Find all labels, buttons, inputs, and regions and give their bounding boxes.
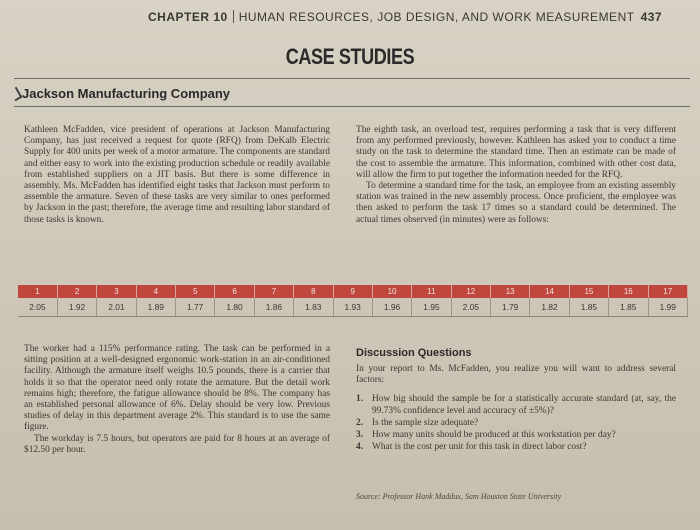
observed-time-cell: 2.05: [451, 298, 490, 317]
cycle-number-cell: 15: [569, 285, 608, 298]
cycle-number-cell: 10: [372, 285, 411, 298]
checkmark-icon: [10, 87, 23, 101]
question-number: 2.: [356, 417, 364, 428]
cycle-number-cell: 13: [491, 285, 530, 298]
question-item: [356, 442, 676, 453]
discussion-section: [356, 346, 676, 454]
cycle-number-cell: 8: [294, 285, 333, 298]
case-column-right: [356, 125, 676, 226]
observed-time-cell: 1.93: [333, 298, 372, 317]
chapter-label: CHAPTER 10: [148, 10, 228, 24]
discussion-title: Discussion Questions: [356, 347, 472, 359]
discussion-lead: In your report to Ms. McFadden, you realize you will want to address several factors:: [356, 364, 676, 386]
question-item: [356, 430, 676, 441]
observed-time-cell: 2.01: [97, 298, 136, 317]
cycle-number-cell: 5: [176, 285, 215, 298]
header-divider: [233, 10, 234, 23]
observed-time-cell: 1.86: [254, 298, 293, 317]
question-text: Is the sample size adequate?: [372, 417, 479, 428]
question-item: [356, 418, 676, 429]
cycle-number-cell: 12: [451, 285, 490, 298]
title-rule: [14, 78, 690, 79]
observed-time-cell: 1.77: [176, 298, 215, 317]
question-number: 3.: [356, 430, 364, 441]
case-paragraph: The workday is 7.5 hours, but operators are paid for 8 hours at an average of $12.50 per hour.: [24, 433, 330, 455]
question-text: How big should the sample be for a statistically accurate standard (at, say, the 99.73% confidence level and accuracy of ±5%)?: [372, 394, 676, 416]
cycle-number-cell: 6: [215, 285, 254, 298]
question-list: [356, 394, 676, 453]
case-paragraph: To determine a standard time for the task, an employee from an existing assembly station was trained in the new assembly process. Once proficient, the employee was then asked to perform the task 17 times so a standard could be determined. The actual times observed (in minutes) were as follows:: [356, 181, 676, 225]
heading-rule: [14, 106, 690, 107]
cycle-header-row: [18, 285, 688, 298]
time-values-row: [18, 298, 688, 317]
question-number: 4.: [356, 442, 364, 453]
question-number: 1.: [356, 394, 364, 405]
question-text: What is the cost per unit for this task in direct labor cost?: [372, 442, 587, 453]
case-column-left-lower: [24, 344, 330, 456]
chapter-subject: HUMAN RESOURCES, JOB DESIGN, AND WORK MEASUREMENT: [238, 10, 635, 24]
cycle-number-cell: 16: [609, 285, 648, 298]
cycle-number-cell: 17: [648, 285, 688, 298]
observed-time-cell: 1.79: [491, 298, 530, 317]
cycle-number-cell: 3: [97, 285, 136, 298]
observation-table: [18, 285, 688, 317]
cycle-number-cell: 14: [530, 285, 569, 298]
question-item: [356, 394, 676, 416]
observed-time-cell: 1.95: [412, 298, 451, 317]
source-credit: Source: Professor Hank Maddux, Sam Houston State University: [356, 492, 562, 501]
running-header: [148, 10, 688, 30]
question-text: How many units should be produced at this workstation per day?: [372, 430, 616, 441]
cycle-number-cell: 9: [333, 285, 372, 298]
observed-time-cell: 1.96: [372, 298, 411, 317]
observed-time-cell: 1.82: [530, 298, 569, 317]
observed-time-cell: 1.85: [609, 298, 648, 317]
section-title: CASE STUDIES: [285, 44, 415, 69]
cycle-number-cell: 11: [412, 285, 451, 298]
cycle-number-cell: 4: [136, 285, 175, 298]
case-paragraph: The eighth task, an overload test, requires performing a task that is very different from any performed previously, however. Kathleen has asked you to conduct a time study on the task to determine the standard time. Then an estimate can be made of the cost to assemble the armature. This information, combined with other cost data, will allow the firm to put together the information needed for the RFQ.: [356, 125, 676, 180]
case-column-left: [24, 125, 330, 226]
case-paragraph: The worker had a 115% performance rating. The task can be performed in a sitting position at a well-designed ergonomic work-station in an air-conditioned facility. Although the armature itself weighs 10.5 pounds, there is a carrier that holds it so that the operator need only rotate the armature. But the detail work remains high; therefore, the fatigue allowance should be 8%. The company has an established personal allowance of 6%. Delay should be very low. Previous studies of delay in this department average 2%. This standard is to use the same figure.: [24, 344, 330, 433]
observed-time-cell: 2.05: [18, 298, 57, 317]
observed-time-cell: 1.99: [648, 298, 688, 317]
observed-time-cell: 1.92: [57, 298, 96, 317]
case-heading: Jackson Manufacturing Company: [22, 86, 231, 101]
observed-time-cell: 1.80: [215, 298, 254, 317]
case-paragraph: Kathleen McFadden, vice president of operations at Jackson Manufacturing Company, has just received a request for quote (RFQ) from DeKalb Electric Supply for 400 units per week of a motor armature. The components are standard and either easy to work into the existing production schedule or readily available from established suppliers on a JIT basis. But there is some difference in assembly. Ms. McFadden has identified eight tasks that Jackson must perform to assemble the armature. Seven of these tasks are very similar to ones performed by Jackson in the past; therefore, the average time and resulting labor standard of those tasks is known.: [24, 125, 330, 225]
page-number: 437: [640, 10, 663, 24]
observed-time-cell: 1.89: [136, 298, 175, 317]
observed-time-cell: 1.85: [569, 298, 608, 317]
observed-time-cell: 1.83: [294, 298, 333, 317]
cycle-number-cell: 2: [57, 285, 96, 298]
cycle-number-cell: 7: [254, 285, 293, 298]
cycle-number-cell: 1: [18, 285, 57, 298]
